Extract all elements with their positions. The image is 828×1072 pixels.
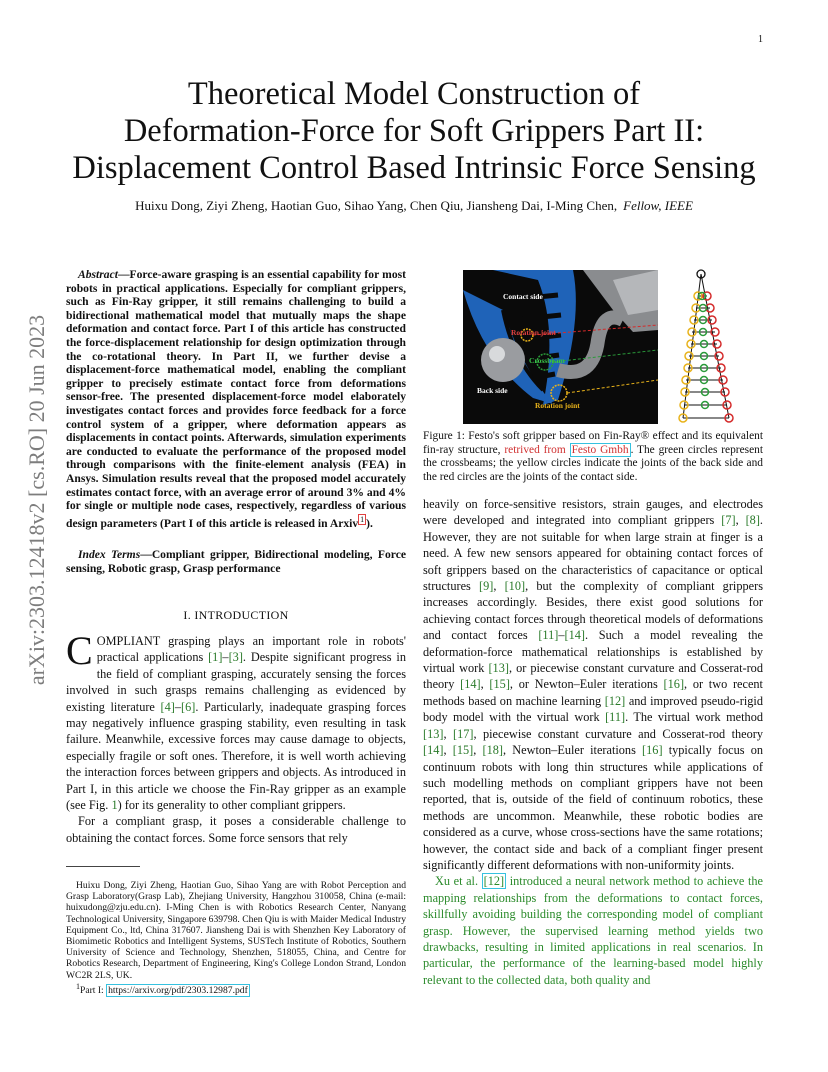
citation-16[interactable]: [16] <box>663 677 685 692</box>
part-one-footnote <box>66 981 406 996</box>
footnotes <box>66 880 406 996</box>
body-text: , Newton–Euler iterations <box>503 743 643 758</box>
footnote-label: Part I: <box>80 985 107 997</box>
body-text: heavily on force-sensitive resistors, strain gauges, and electrodes were developed and integrated into compliant grippers <box>423 497 763 528</box>
body-text: . However, they are not suitable for when large strain at finger is a need. A few new sensors appeared for obtaining contact forces of soft grippers based on the characteristics of capacitance or optical structures <box>423 513 763 594</box>
body-text: , <box>443 726 453 741</box>
gripper-photo <box>463 270 658 424</box>
abstract-lead: Abstract <box>78 268 118 281</box>
abstract-end: ). <box>366 516 373 530</box>
body-text: , piecewise constant curvature and Cosserat-rod theory <box>473 726 763 741</box>
body-text: , but the complexity of compliant grippers increases accordingly. Besides, there exist good solutions for achieving contact forces through theoretical models of deformations and contact forces <box>423 579 763 643</box>
label-rotation-joint-top: Rotation joint <box>511 328 556 337</box>
citation-12[interactable]: [12] <box>604 693 626 708</box>
fin-ray-structure-diagram <box>665 268 750 428</box>
body-text: , or piecewise constant curvature and Cosserat-rod theory <box>423 661 763 692</box>
section-heading-introduction: I. INTRODUCTION <box>183 608 289 622</box>
body-text: , or two recent methods based on machine learning <box>423 677 763 708</box>
intro-text: – <box>174 699 181 714</box>
citation-10[interactable]: [10] <box>504 579 526 594</box>
index-terms <box>66 548 406 575</box>
title-line-2: Deformation-Force for Soft Grippers Part II: <box>123 113 705 149</box>
right-paragraph-2 <box>423 873 763 988</box>
citation-12[interactable]: [12] <box>483 874 505 889</box>
paper-title <box>60 76 768 187</box>
right-column-body <box>423 496 763 988</box>
citation-3[interactable]: [3] <box>228 650 243 665</box>
citation-9[interactable]: [9] <box>478 579 494 594</box>
label-back-side: Back side <box>477 386 508 395</box>
body-text: and improved pseudo-rigid body model with the virtual work <box>423 693 763 725</box>
label-crossbeam: Crossbeam <box>529 356 565 365</box>
body-text: , <box>480 677 490 692</box>
citation-18[interactable]: [18] <box>482 743 503 758</box>
citation-4[interactable]: [4] <box>160 699 175 714</box>
body-text: . The virtual work method <box>625 710 763 725</box>
abstract-text: —Force-aware grasping is an essential capability for most robots in practical applications. Especially for compliant grippers, such as Fin-Ray gripper, it still remains challenging to build a bidirectional mathematical model that mutually maps the shape deformation and contact force. Part I of this article has constructed the force-displacement relationship for design optimization through the co-rotational theory. In Part II, we further devise a displacement-force mathematical model, enabling the compliant gripper to precisely estimate contact force from deformations sensor-free. The presented displacement-force model elaborately investigates contact forces and provides force feedback for a force control system of a gripper, where deformation appears as displacements in contact points. Afterwards, simulation experiments are conducted to evaluate the performance of the proposed model through comparisons with the finite-element analysis (FEA) in Ansys. Simulation results reveal that the proposed model accurately estimates contact force, with an average error of around 3% and 4% for single or multiple node cases, respectively, regardless of various design parameters (Part I of this article is released in Arxiv <box>66 268 406 530</box>
caption-text: . The green circles represent the crossbeams; the yellow circles indicate the joints of the back side and the red circles are the joints of the contact side. <box>423 443 763 483</box>
figure-ref-1[interactable]: 1 <box>111 798 118 813</box>
fellow-title: Fellow, IEEE <box>623 198 693 213</box>
citation-14[interactable]: [14] <box>460 677 481 692</box>
intro-text: OMPLIANT grasping plays an important role in robots' practical applications <box>96 634 406 665</box>
citation-6[interactable]: [6] <box>180 699 196 714</box>
caption-text: Figure 1: Festo's soft gripper based on Fin-Ray® effect and its equivalent fin-ray structure, <box>423 430 763 456</box>
citation-17[interactable]: [17] <box>453 726 474 741</box>
title-line-3: Displacement Control Based Intrinsic Force Sensing <box>72 150 756 186</box>
citation-8[interactable]: [8] <box>745 513 760 528</box>
body-text: , <box>473 743 483 758</box>
caption-source-label: retrived from <box>504 443 570 456</box>
citation-13[interactable]: [13] <box>488 661 509 676</box>
intro-text: . Despite significant progress in the field of compliant grasping, accurately sensing the forces involved in such grasps remains challenging as evidenced by existing literature <box>66 650 406 714</box>
authors-names: Huixu Dong, Ziyi Zheng, Haotian Guo, Sihao Yang, Chen Qiu, Jiansheng Dai, I-Ming Chen, <box>135 198 618 213</box>
citation-1[interactable]: [1] <box>208 650 223 665</box>
intro-paragraph-1 <box>66 628 406 813</box>
footnote-ref-1[interactable]: 1 <box>360 514 365 524</box>
body-text: typically focus on continuum robots with long thin structures while applications of such modelling methods on compliant grippers have not been reported, that is, outside of the field of continuum robotics, these methods are uncommon. Meanwhile, these robotic bodies are considered as a curve, whose cross-sections have the same rotations; however, the contact side and back of a compliant finger present significantly different deformations with non-uniformity joints. <box>423 743 763 872</box>
arxiv-stamp: arXiv:2303.12418v2 [cs.RO] 20 Jun 2023 <box>24 314 49 686</box>
citation-7[interactable]: [7] <box>721 513 736 528</box>
intro-text: ) for its generality to other compliant grippers. <box>117 798 346 813</box>
drop-cap: C <box>66 628 93 673</box>
citation-14[interactable]: [14] <box>564 628 585 643</box>
body-text: , or Newton–Euler iterations <box>509 677 664 692</box>
affiliation-footnote: Huixu Dong, Ziyi Zheng, Haotian Guo, Sihao Yang are with Robot Perception and Grasp Laboratory(Grasp Lab), Zhejiang University, Hangzhou 310058, China (e-mail: huixudong@zju.edu.cn). I-Ming Chen is with Robotics Research Center, Nanyang Technological University, Singapore 639798. Chen Qiu is with Maider Medical Industry Equipment Co., ltd, China 317607. Jiansheng Dai is with Shenzhen Key Laboratory of Biomimetic Robotics and Intelligent Systems, SUSTech Institute of Robotics, Southern University of Science and Technology, Shenzhen, 518055, China, and Centre for Robotics Research, Department of Engineering, King's College London Strand, London WC2R 2LS, UK. <box>66 880 406 981</box>
citation-16[interactable]: [16] <box>642 743 663 758</box>
index-terms-lead: Index Terms <box>78 548 141 561</box>
footnote-mark: 1 <box>76 981 80 991</box>
intro-text: – <box>222 650 229 665</box>
body-text: , <box>735 513 746 528</box>
intro-text: . Particularly, inadequate grasping forces may negatively influence grasping stability, even resulting in task failure. Meanwhile, excessive forces may cause damage to objects, especially fragile or soft ones. Therefore, it is well worth achieving the interaction forces between grippers and objects. As introduced in Part I, in this article we choose the Fin-Ray gripper as an example (see Fig. <box>66 699 406 813</box>
body-text: . Such a model revealing the deformation-force mathematical relationships is established by virtual work <box>423 628 763 676</box>
citation-15[interactable]: [15] <box>452 743 474 758</box>
arxiv-stamp-container <box>14 290 60 710</box>
body-text: , <box>493 579 505 594</box>
citation-14[interactable]: [14] <box>423 743 444 758</box>
introduction-body <box>66 628 406 846</box>
label-contact-side: Contact side <box>503 292 543 301</box>
author-list <box>60 198 768 214</box>
label-rotation-joint-bottom: Rotation joint <box>535 401 580 410</box>
figure-1-caption <box>423 430 763 484</box>
body-text: – <box>558 628 565 643</box>
citation-13[interactable]: [13] <box>423 726 444 741</box>
title-line-1: Theoretical Model Construction of <box>187 76 641 112</box>
intro-paragraph-2: For a compliant grasp, it poses a considerable challenge to obtaining the contact forces. Some force sensors that rely <box>66 814 406 845</box>
fin-ray-structure-svg <box>665 268 750 428</box>
citation-15[interactable]: [15] <box>489 677 510 692</box>
citation-11[interactable]: [11] <box>605 710 626 725</box>
citation-11[interactable]: [11] <box>538 628 559 643</box>
index-terms-text: —Compliant gripper, Bidirectional modeling, Force sensing, Robotic grasp, Grasp performance <box>66 548 406 575</box>
footnote-rule <box>66 866 140 867</box>
body-text: , <box>443 743 453 758</box>
abstract <box>66 268 406 530</box>
part-one-link[interactable]: https://arxiv.org/pdf/2303.12987.pdf <box>108 985 248 997</box>
body-text: introduced a neural network method to achieve the mapping relationships from the deformations to contact forces, skillfully avoiding building the corresponding model of compliant grasp. However, the supervised learning method yields two drawbacks, resulting in limited applications in real scenarios. In particular, the performance of the learning-based model highly relevant to the collected data, both quality and <box>423 874 763 987</box>
right-paragraph-1 <box>423 496 763 873</box>
body-text: Xu et al. <box>435 874 482 889</box>
page-number: 1 <box>758 34 763 45</box>
festo-link[interactable]: Festo Gmbh <box>571 443 629 456</box>
